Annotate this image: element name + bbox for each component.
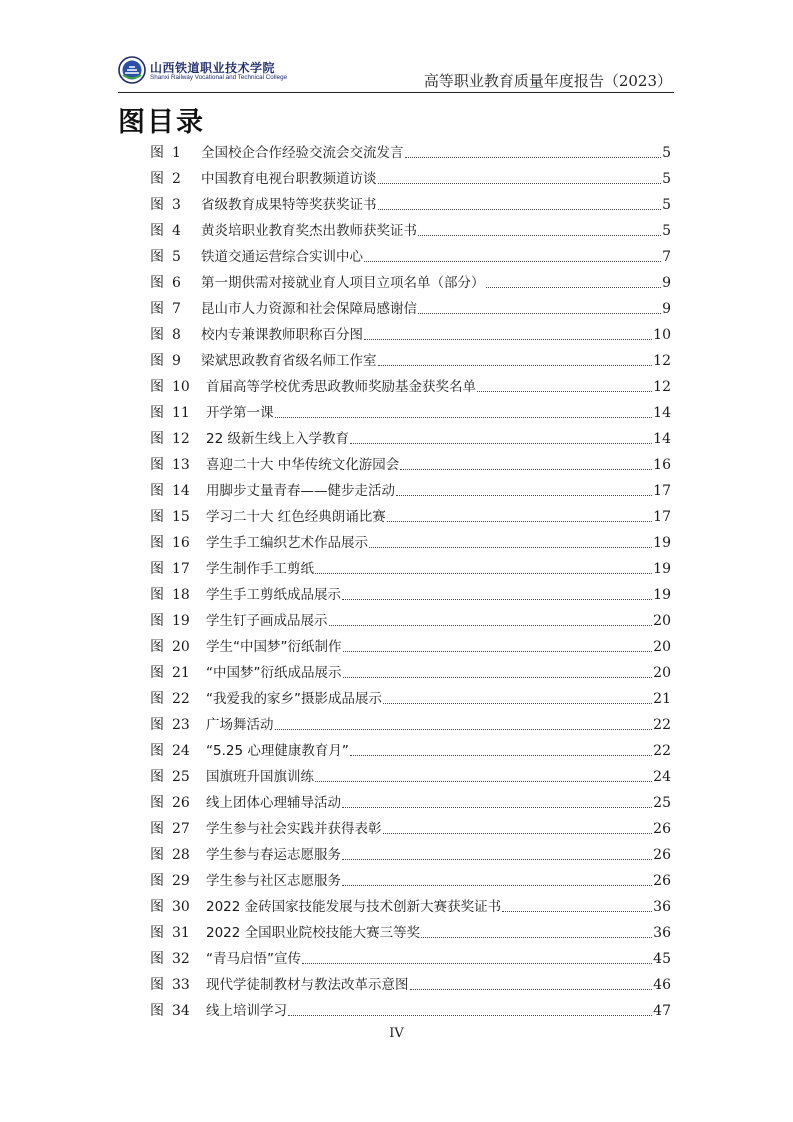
- college-emblem-icon: [118, 56, 146, 84]
- entry-page-number: 20: [653, 665, 671, 681]
- dot-leader: [329, 625, 653, 626]
- report-title: 高等职业教育质量年度报告（2023）: [423, 72, 672, 90]
- entry-page-number: 24: [653, 769, 671, 785]
- entry-number: 12: [172, 431, 190, 447]
- entry-prefix: 图: [150, 431, 164, 447]
- entry-page-number: 14: [653, 431, 671, 447]
- toc-entry[interactable]: [150, 634, 671, 660]
- entry-prefix: 图: [150, 587, 164, 603]
- toc-entry[interactable]: [150, 270, 671, 296]
- entry-prefix: 图: [150, 925, 164, 941]
- entry-caption: 铁道交通运营综合实训中心: [201, 249, 363, 265]
- dot-leader: [383, 833, 653, 834]
- entry-page-number: 47: [653, 1003, 671, 1019]
- dot-leader: [343, 677, 653, 678]
- entry-page-number: 17: [653, 483, 671, 499]
- entry-number: 5: [172, 249, 181, 265]
- entry-page-number: 21: [653, 691, 671, 707]
- entry-caption: 广场舞活动: [206, 717, 274, 733]
- entry-prefix: 图: [150, 301, 164, 317]
- dot-leader: [396, 495, 652, 496]
- entry-caption: 省级教育成果特等奖获奖证书: [201, 197, 377, 213]
- toc-entry[interactable]: [150, 530, 671, 556]
- toc-entry[interactable]: [150, 660, 671, 686]
- toc-entry[interactable]: [150, 868, 671, 894]
- entry-prefix: 图: [150, 847, 164, 863]
- toc-entry[interactable]: [150, 348, 671, 374]
- entry-prefix: 图: [150, 743, 164, 759]
- entry-number: 6: [172, 275, 181, 291]
- entry-caption: 学生参与春运志愿服务: [206, 847, 341, 863]
- entry-caption: “我爱我的家乡”摄影成品展示: [206, 691, 382, 707]
- entry-prefix: 图: [150, 691, 164, 707]
- entry-prefix: 图: [150, 665, 164, 681]
- entry-caption: 学生钉子画成品展示: [206, 613, 328, 629]
- entry-prefix: 图: [150, 405, 164, 421]
- dot-leader: [378, 183, 662, 184]
- entry-number: 14: [172, 483, 190, 499]
- entry-number: 10: [172, 379, 190, 395]
- entry-page-number: 22: [653, 743, 671, 759]
- dot-leader: [350, 443, 652, 444]
- entry-prefix: 图: [150, 379, 164, 395]
- entry-caption: 学生手工编织艺术作品展示: [206, 535, 368, 551]
- dot-leader: [315, 573, 652, 574]
- entry-page-number: 14: [653, 405, 671, 421]
- entry-page-number: 36: [653, 899, 671, 915]
- entry-caption: 中国教育电视台职教频道访谈: [201, 171, 377, 187]
- entry-page-number: 19: [653, 587, 671, 603]
- dot-leader: [477, 391, 652, 392]
- toc-entry[interactable]: [150, 296, 671, 322]
- toc-entry[interactable]: [150, 582, 671, 608]
- entry-prefix: 图: [150, 353, 164, 369]
- toc-entry[interactable]: [150, 738, 671, 764]
- entry-number: 7: [172, 301, 181, 317]
- toc-entry[interactable]: [150, 556, 671, 582]
- entry-page-number: 26: [653, 847, 671, 863]
- entry-prefix: 图: [150, 899, 164, 915]
- entry-number: 32: [172, 951, 190, 967]
- entry-caption: 线上培训学习: [206, 1003, 287, 1019]
- entry-page-number: 9: [662, 275, 671, 291]
- toc-entry[interactable]: [150, 374, 671, 400]
- entry-number: 2: [172, 171, 181, 187]
- dot-leader: [502, 911, 652, 912]
- entry-caption: 用脚步丈量青春——健步走活动: [206, 483, 395, 499]
- dot-leader: [350, 755, 652, 756]
- entry-number: 22: [172, 691, 190, 707]
- entry-page-number: 19: [653, 561, 671, 577]
- dot-leader: [486, 287, 662, 288]
- entry-prefix: 图: [150, 171, 164, 187]
- entry-prefix: 图: [150, 509, 164, 525]
- entry-caption: 2022 金砖国家技能发展与技术创新大赛获奖证书: [206, 899, 502, 915]
- entry-caption: 学习二十大 红色经典朗诵比赛: [206, 509, 386, 525]
- page-title: 图目录: [118, 107, 205, 138]
- entry-number: 13: [172, 457, 190, 473]
- entry-number: 30: [172, 899, 190, 915]
- dot-leader: [275, 729, 653, 730]
- entry-caption: 22 级新生线上入学教育: [206, 431, 349, 447]
- entry-page-number: 46: [653, 977, 671, 993]
- dot-leader: [421, 937, 652, 938]
- entry-prefix: 图: [150, 821, 164, 837]
- entry-page-number: 25: [653, 795, 671, 811]
- entry-page-number: 22: [653, 717, 671, 733]
- entry-page-number: 5: [662, 171, 671, 187]
- entry-number: 21: [172, 665, 190, 681]
- entry-caption: 黄炎培职业教育奖杰出教师获奖证书: [201, 223, 417, 239]
- entry-number: 26: [172, 795, 190, 811]
- entry-number: 9: [172, 353, 181, 369]
- entry-prefix: 图: [150, 977, 164, 993]
- dot-leader: [342, 807, 652, 808]
- entry-number: 16: [172, 535, 190, 551]
- entry-page-number: 12: [653, 379, 671, 395]
- entry-page-number: 5: [662, 223, 671, 239]
- entry-number: 24: [172, 743, 190, 759]
- entry-number: 18: [172, 587, 190, 603]
- toc-entry[interactable]: [150, 426, 671, 452]
- entry-page-number: 26: [653, 873, 671, 889]
- entry-caption: “青马启悟”宣传: [206, 951, 301, 967]
- entry-caption: 喜迎二十大 中华传统文化游园会: [206, 457, 400, 473]
- entry-page-number: 19: [653, 535, 671, 551]
- dot-leader: [364, 261, 661, 262]
- logo-english-name: Shanxi Railway Vocational and Technical College: [150, 74, 288, 81]
- entry-number: 11: [172, 405, 190, 421]
- entry-caption: “5.25 心理健康教育月”: [206, 743, 349, 759]
- entry-number: 25: [172, 769, 190, 785]
- toc-entry[interactable]: [150, 400, 671, 426]
- college-logo: [118, 56, 318, 86]
- entry-prefix: 图: [150, 249, 164, 265]
- toc-entry[interactable]: [150, 192, 671, 218]
- entry-page-number: 20: [653, 639, 671, 655]
- entry-caption: 2022 全国职业院校技能大赛三等奖: [206, 925, 421, 941]
- entry-caption: 学生“中国梦”衍纸制作: [206, 639, 342, 655]
- toc-entry[interactable]: [150, 140, 671, 166]
- entry-prefix: 图: [150, 145, 164, 161]
- entry-number: 31: [172, 925, 190, 941]
- entry-number: 17: [172, 561, 190, 577]
- toc-entry[interactable]: [150, 452, 671, 478]
- entry-number: 34: [172, 1003, 190, 1019]
- entry-number: 28: [172, 847, 190, 863]
- entry-page-number: 12: [653, 353, 671, 369]
- toc-entry[interactable]: [150, 686, 671, 712]
- entry-number: 1: [172, 145, 181, 161]
- dot-leader: [342, 885, 652, 886]
- dot-leader: [369, 547, 652, 548]
- entry-prefix: 图: [150, 951, 164, 967]
- entry-prefix: 图: [150, 535, 164, 551]
- entry-number: 15: [172, 509, 190, 525]
- entry-prefix: 图: [150, 717, 164, 733]
- dot-leader: [400, 469, 652, 470]
- dot-leader: [342, 599, 652, 600]
- entry-caption: 校内专兼课教师职称百分图: [201, 327, 363, 343]
- entry-number: 3: [172, 197, 181, 213]
- toc-entry[interactable]: [150, 816, 671, 842]
- toc-entry[interactable]: [150, 478, 671, 504]
- dot-leader: [418, 313, 661, 314]
- entry-prefix: 图: [150, 483, 164, 499]
- entry-prefix: 图: [150, 275, 164, 291]
- entry-number: 23: [172, 717, 190, 733]
- entry-caption: 线上团体心理辅导活动: [206, 795, 341, 811]
- page-number: IV: [389, 1026, 404, 1041]
- toc-entry[interactable]: [150, 608, 671, 634]
- entry-number: 4: [172, 223, 181, 239]
- dot-leader: [302, 963, 652, 964]
- toc-entry[interactable]: [150, 166, 671, 192]
- entry-prefix: 图: [150, 613, 164, 629]
- dot-leader: [342, 859, 652, 860]
- dot-leader: [364, 339, 652, 340]
- entry-caption: 现代学徒制教材与教法改革示意图: [206, 977, 409, 993]
- entry-number: 8: [172, 327, 181, 343]
- dot-leader: [275, 417, 653, 418]
- entry-number: 27: [172, 821, 190, 837]
- entry-page-number: 16: [653, 457, 671, 473]
- entry-page-number: 5: [662, 197, 671, 213]
- entry-prefix: 图: [150, 769, 164, 785]
- entry-caption: 梁斌思政教育省级名师工作室: [201, 353, 377, 369]
- entry-caption: 首届高等学校优秀思政教师奖励基金获奖名单: [206, 379, 476, 395]
- entry-page-number: 45: [653, 951, 671, 967]
- dot-leader: [378, 209, 662, 210]
- toc-entry[interactable]: [150, 790, 671, 816]
- toc-entry[interactable]: [150, 842, 671, 868]
- entry-caption: 学生手工剪纸成品展示: [206, 587, 341, 603]
- entry-number: 20: [172, 639, 190, 655]
- toc-entry[interactable]: [150, 972, 671, 998]
- dot-leader: [343, 651, 653, 652]
- entry-caption: 全国校企合作经验交流会交流发言: [201, 145, 404, 161]
- dot-leader: [288, 1015, 652, 1016]
- toc-entry[interactable]: [150, 712, 671, 738]
- entry-page-number: 36: [653, 925, 671, 941]
- entry-prefix: 图: [150, 795, 164, 811]
- entry-prefix: 图: [150, 561, 164, 577]
- entry-number: 29: [172, 873, 190, 889]
- dot-leader: [383, 703, 652, 704]
- toc-entry[interactable]: [150, 764, 671, 790]
- entry-page-number: 20: [653, 613, 671, 629]
- entry-caption: 第一期供需对接就业育人项目立项名单（部分）: [201, 275, 485, 291]
- toc-entry[interactable]: [150, 322, 671, 348]
- toc-entry[interactable]: [150, 894, 671, 920]
- entry-page-number: 10: [653, 327, 671, 343]
- dot-leader: [387, 521, 652, 522]
- entry-caption: 学生参与社会实践并获得表彰: [206, 821, 382, 837]
- toc-entry[interactable]: [150, 218, 671, 244]
- dot-leader: [315, 781, 652, 782]
- toc-entry[interactable]: [150, 998, 671, 1024]
- entry-caption: 昆山市人力资源和社会保障局感谢信: [201, 301, 417, 317]
- entry-prefix: 图: [150, 1003, 164, 1019]
- dot-leader: [378, 365, 653, 366]
- entry-caption: 开学第一课: [206, 405, 274, 421]
- page-header: [118, 52, 674, 93]
- entry-caption: 国旗班升国旗训练: [206, 769, 314, 785]
- entry-caption: “中国梦”衍纸成品展示: [206, 665, 342, 681]
- dot-leader: [410, 989, 653, 990]
- entry-prefix: 图: [150, 197, 164, 213]
- entry-prefix: 图: [150, 639, 164, 655]
- dot-leader: [418, 235, 661, 236]
- entry-page-number: 26: [653, 821, 671, 837]
- entry-page-number: 17: [653, 509, 671, 525]
- entry-prefix: 图: [150, 873, 164, 889]
- toc-entry[interactable]: [150, 244, 671, 270]
- entry-number: 33: [172, 977, 190, 993]
- toc-entry[interactable]: [150, 946, 671, 972]
- entry-page-number: 5: [662, 145, 671, 161]
- entry-prefix: 图: [150, 327, 164, 343]
- entry-prefix: 图: [150, 457, 164, 473]
- entry-number: 19: [172, 613, 190, 629]
- figure-list: [150, 140, 671, 1024]
- logo-chinese-name: 山西铁道职业技术学院: [150, 61, 276, 75]
- entry-page-number: 7: [662, 249, 671, 265]
- toc-entry[interactable]: [150, 920, 671, 946]
- dot-leader: [405, 157, 662, 158]
- toc-entry[interactable]: [150, 504, 671, 530]
- entry-caption: 学生制作手工剪纸: [206, 561, 314, 577]
- entry-page-number: 9: [662, 301, 671, 317]
- entry-prefix: 图: [150, 223, 164, 239]
- entry-caption: 学生参与社区志愿服务: [206, 873, 341, 889]
